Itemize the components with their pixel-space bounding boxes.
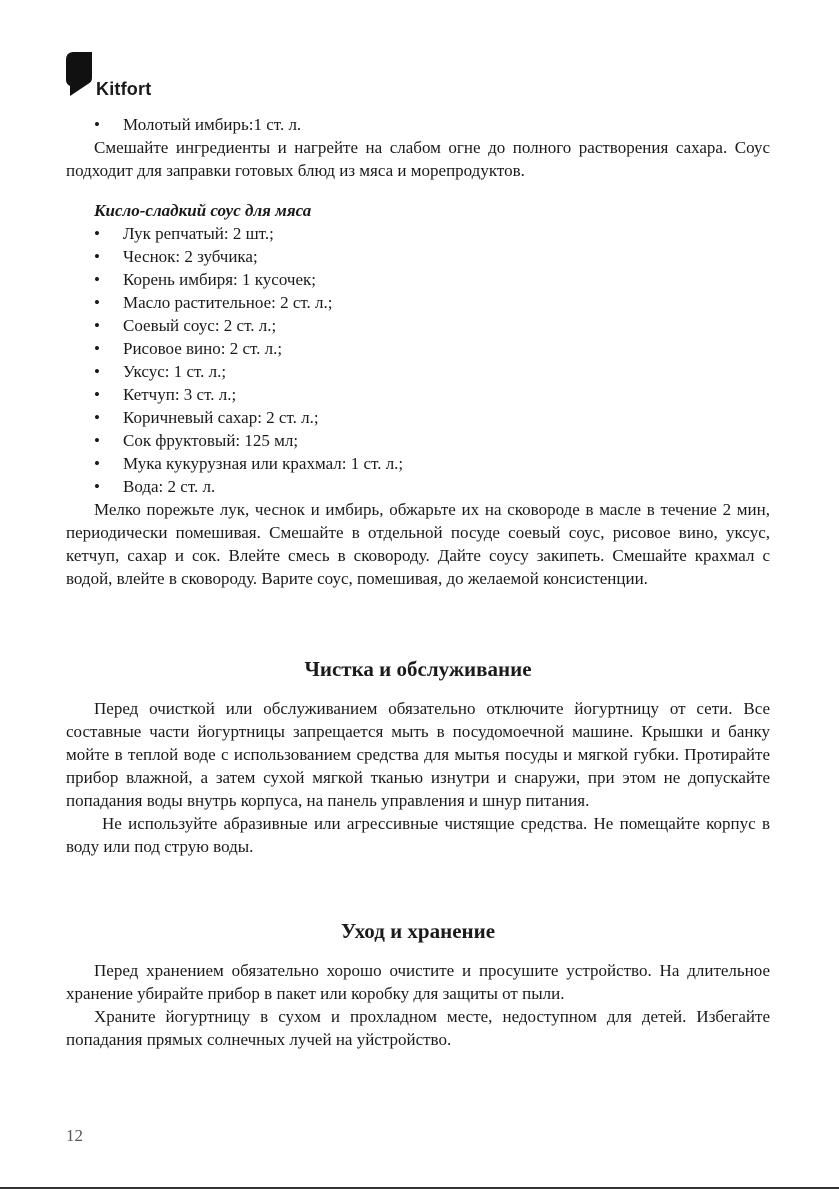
bullet-glyph: • <box>94 454 100 473</box>
bullet-glyph: • <box>94 270 100 289</box>
bullet-glyph: • <box>94 293 100 312</box>
list-item <box>66 452 770 475</box>
storage-paragraph-1: Перед хранением обязательно хорошо очистите и просушите устройство. На длительное хранение убирайте прибор в пакет или коробку для защиты от пыли. <box>66 961 770 1003</box>
kitfort-logo-icon <box>66 52 96 100</box>
list-item-text: Лук репчатый: 2 шт.; <box>123 224 274 243</box>
recipe-title: Кисло-сладкий соус для мяса <box>94 201 312 220</box>
ingredient-list <box>66 222 770 498</box>
list-item-text: Коричневый сахар: 2 ст. л.; <box>123 408 319 427</box>
storage-heading: Уход и хранение <box>340 919 496 943</box>
list-item-text: Соевый соус: 2 ст. л.; <box>123 316 277 335</box>
list-item <box>66 406 770 429</box>
list-item-text: Мука кукурузная или крахмал: 1 ст. л.; <box>123 454 404 473</box>
brand-name: Kitfort <box>96 79 152 99</box>
bullet-glyph: • <box>94 362 100 381</box>
list-item <box>66 113 770 136</box>
bullet-glyph: • <box>94 247 100 266</box>
list-item-text: Корень имбиря: 1 кусочек; <box>123 270 316 289</box>
list-item <box>66 268 770 291</box>
list-item <box>66 245 770 268</box>
list-item-text: Вода: 2 ст. л. <box>123 477 216 496</box>
list-item <box>66 314 770 337</box>
list-item <box>66 475 770 498</box>
bullet-glyph: • <box>94 339 100 358</box>
bullet-glyph: • <box>94 224 100 243</box>
page-number: 12 <box>66 1126 83 1145</box>
list-item <box>66 337 770 360</box>
list-item <box>66 429 770 452</box>
list-item <box>66 291 770 314</box>
cleaning-paragraph-2: Не используйте абразивные или агрессивные чистящие средства. Не помещайте корпус в воду или под струю воды. <box>66 814 770 856</box>
recipe-method-paragraph: Мелко порежьте лук, чеснок и имбирь, обжарьте их на сковороде в масле в течение 2 мин, периодически помешивая. Смешайте в отдельной посуде соевый соус, рисовое вино, уксус, кетчуп, сахар и сок. Влейте смесь в сковороду. Дайте соусу закипеть. Смешайте крахмал с водой, влейте в сковороду. Варите соус, помешивая, до желаемой консистенции. <box>66 500 770 588</box>
page-content <box>66 113 770 1051</box>
storage-paragraph-2: Храните йогуртницу в сухом и прохладном месте, недоступном для детей. Избегайте попадания прямых солнечных лучей на уйстройство. <box>66 1007 770 1049</box>
list-item-text: Сок фруктовый: 125 мл; <box>123 431 299 450</box>
bullet-glyph: • <box>94 408 100 427</box>
bullet-glyph: • <box>94 316 100 335</box>
list-item-text: Масло растительное: 2 ст. л.; <box>123 293 333 312</box>
list-item <box>66 383 770 406</box>
bullet-glyph: • <box>94 477 100 496</box>
bullet-glyph: • <box>94 385 100 404</box>
cleaning-heading: Чистка и обслуживание <box>304 657 532 681</box>
bullet-glyph: • <box>94 115 100 134</box>
list-item-text: Молотый имбирь:1 ст. л. <box>123 115 302 134</box>
list-item-text: Рисовое вино: 2 ст. л.; <box>123 339 283 358</box>
list-item <box>66 222 770 245</box>
intro-paragraph: Смешайте ингредиенты и нагрейте на слабом огне до полного растворения сахара. Соус подходит для заправки готовых блюд из мяса и морепродуктов. <box>66 138 770 180</box>
list-item-text: Уксус: 1 ст. л.; <box>123 362 227 381</box>
list-item-text: Кетчуп: 3 ст. л.; <box>123 385 237 404</box>
cleaning-paragraph-1: Перед очисткой или обслуживанием обязательно отключите йогуртницу от сети. Все составные части йогуртницы запрещается мыть в посудомоечной машине. Крышки и банку мойте в теплой воде с использованием средства для мытья посуды и мягкой губки. Протирайте прибор влажной, а затем сухой мягкой тканью изнутри и снаружи, при этом не допускайте попадания воды внутрь корпуса, на панель управления и шнур питания. <box>66 699 770 810</box>
list-item-text: Чеснок: 2 зубчика; <box>123 247 258 266</box>
bullet-glyph: • <box>94 431 100 450</box>
list-item <box>66 360 770 383</box>
